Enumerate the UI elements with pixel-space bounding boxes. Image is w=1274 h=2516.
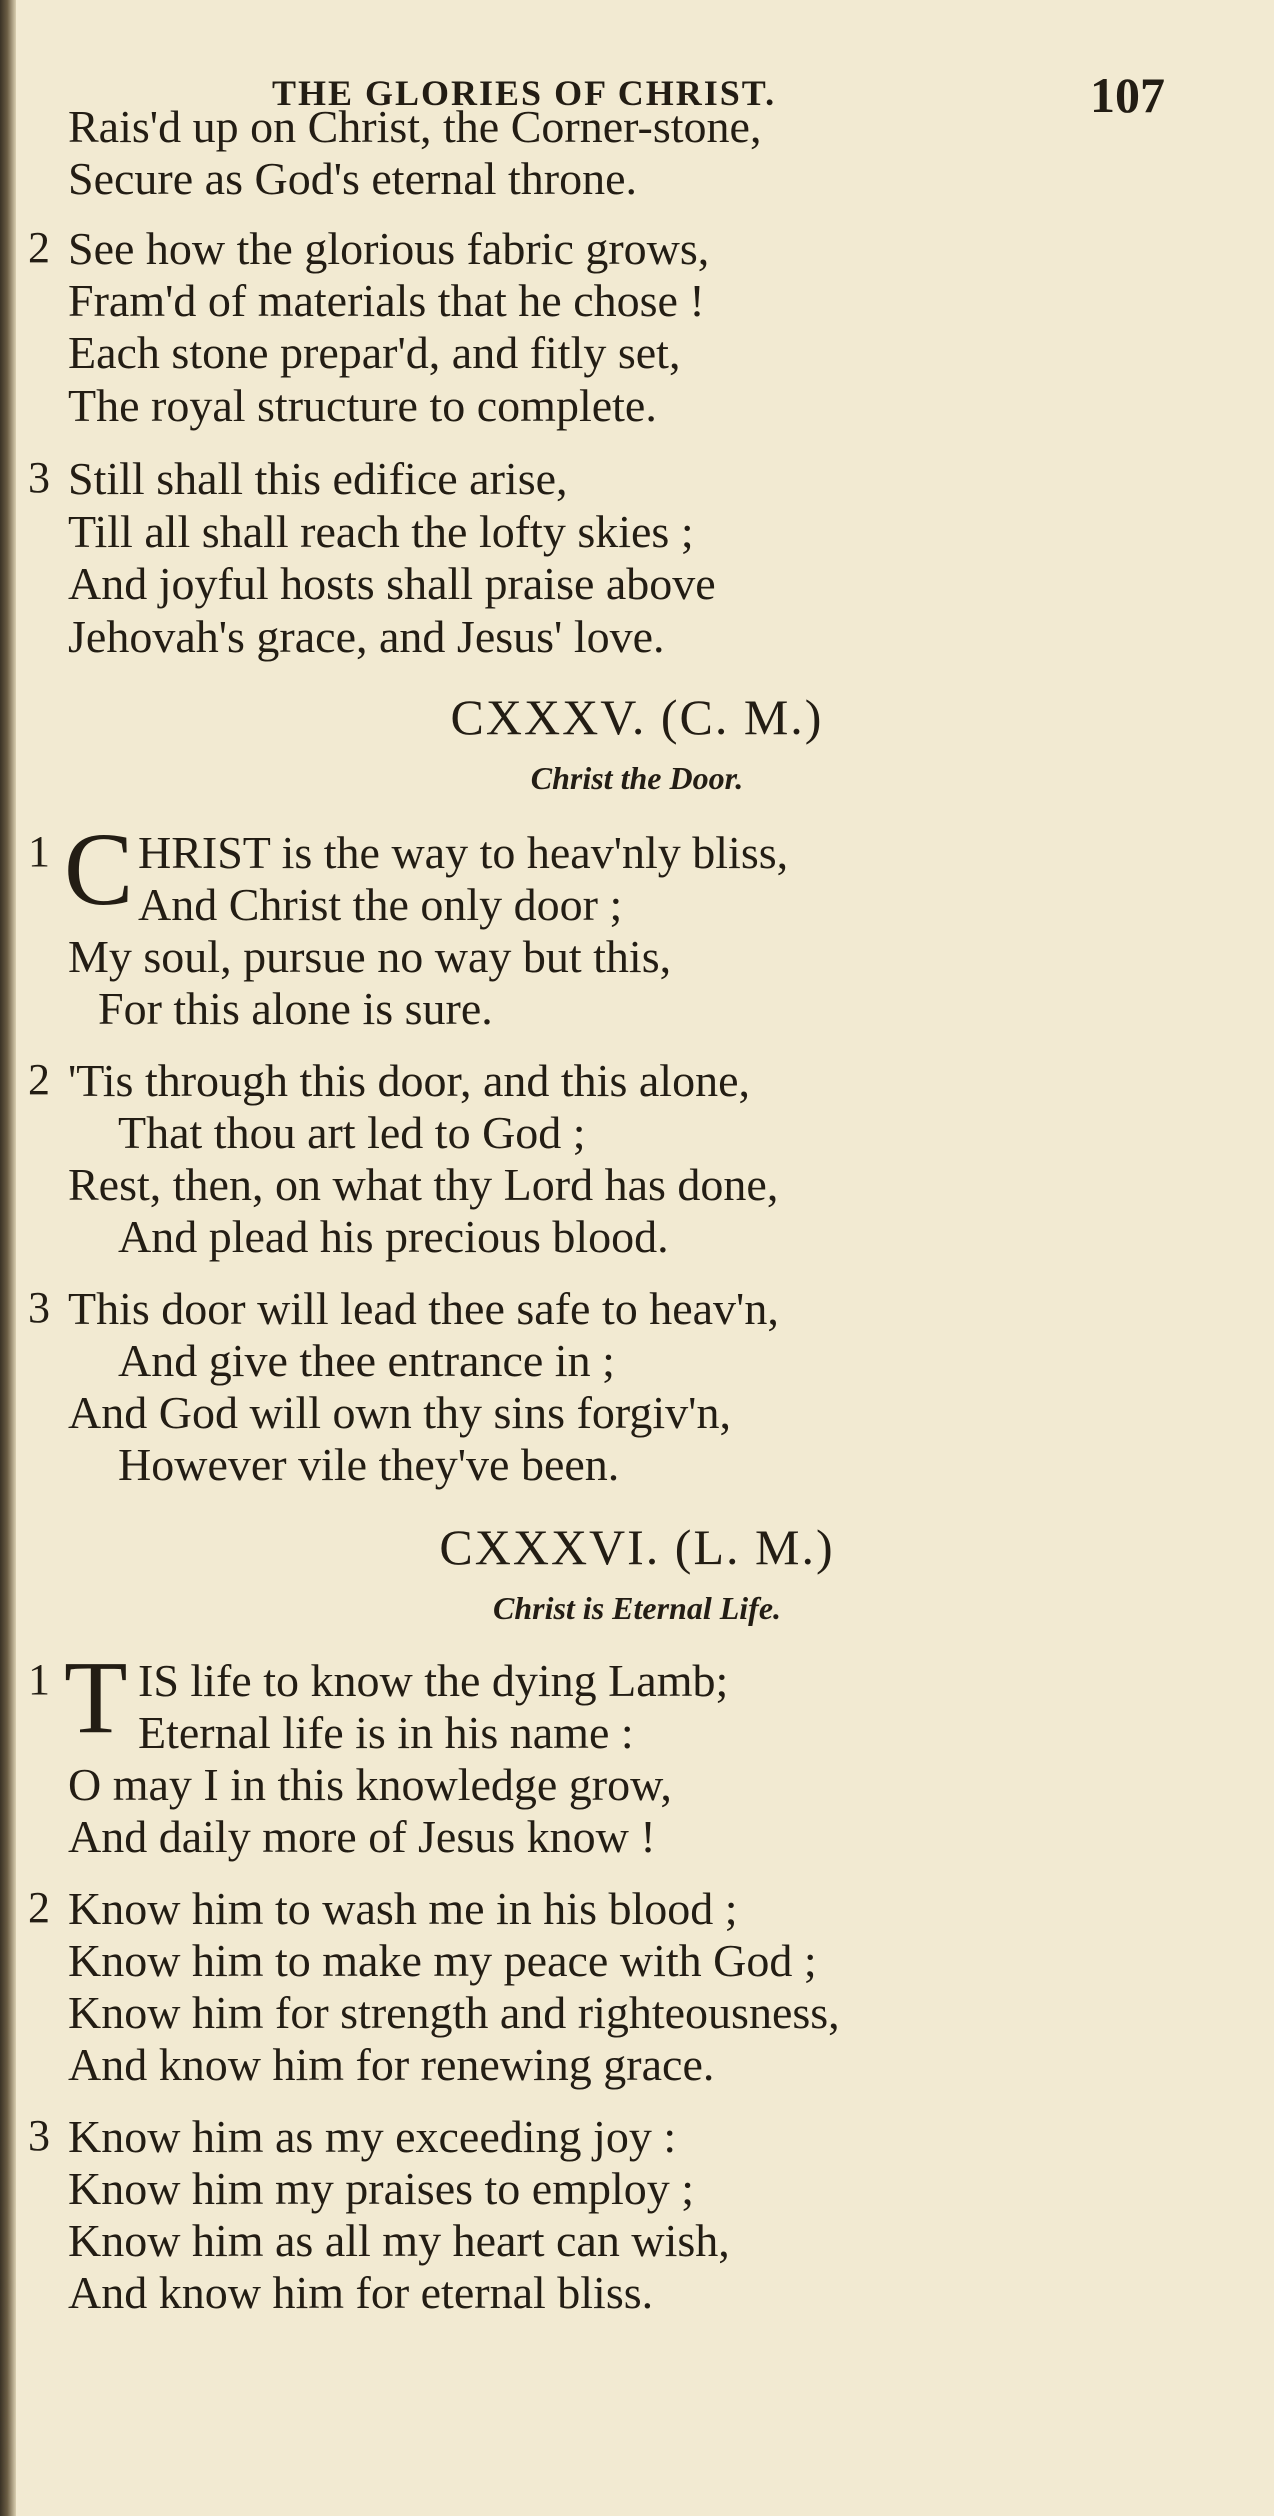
verse-line: Know him my praises to employ ; xyxy=(68,2163,695,2214)
verse-line: Know him to wash me in his blood ; xyxy=(68,1883,738,1934)
verse-line: And know him for eternal bliss. xyxy=(68,2267,654,2318)
verse-number: 1 xyxy=(28,827,50,876)
verse-line: That thou art led to God ; xyxy=(118,1107,586,1158)
verse-line: Secure as God's eternal throne. xyxy=(68,153,638,204)
verse-line: Rais'd up on Christ, the Corner-stone, xyxy=(68,101,762,152)
drop-cap: T xyxy=(64,1640,128,1755)
verse-line: And Christ the only door ; xyxy=(138,879,623,930)
verse-line: And give thee entrance in ; xyxy=(118,1335,615,1386)
verse-line: The royal structure to complete. xyxy=(68,380,657,431)
verse-line: Know him as my exceeding joy : xyxy=(68,2111,677,2162)
verse-line: My soul, pursue no way but this, xyxy=(68,931,672,982)
verse-number: 3 xyxy=(28,2111,50,2160)
verse-number: 3 xyxy=(28,1283,50,1332)
verse-line: See how the glorious fabric grows, xyxy=(68,223,710,274)
verse-number: 3 xyxy=(28,453,50,502)
verse-number: 2 xyxy=(28,223,50,272)
verse-line: Rest, then, on what thy Lord has done, xyxy=(68,1159,779,1210)
verse-line: Eternal life is in his name : xyxy=(138,1707,634,1758)
verse-line: And joyful hosts shall praise above xyxy=(68,558,716,609)
hymn-subtitle: Christ is Eternal Life. xyxy=(492,1590,782,1626)
running-head-title: THE GLORIES OF CHRIST. xyxy=(272,73,777,113)
verse-line: Each stone prepar'd, and fitly set, xyxy=(68,327,681,378)
hymn-subtitle: Christ the Door. xyxy=(530,760,744,796)
hymn-heading: CXXXV. (C. M.) xyxy=(450,689,824,745)
drop-cap: C xyxy=(64,812,134,927)
verse-line: Know him for strength and righteousness, xyxy=(68,1987,840,2038)
verse-number: 1 xyxy=(28,1655,50,1704)
verse-line: And God will own thy sins forgiv'n, xyxy=(68,1387,731,1438)
verse-line: Jehovah's grace, and Jesus' love. xyxy=(68,611,665,662)
verse-line: And daily more of Jesus know ! xyxy=(68,1811,656,1862)
verse-line: HRIST is the way to heav'nly bliss, xyxy=(138,827,789,878)
verse-line: This door will lead thee safe to heav'n, xyxy=(68,1283,779,1334)
verse-line: O may I in this knowledge grow, xyxy=(68,1759,672,1810)
verse-line: 'Tis through this door, and this alone, xyxy=(68,1055,750,1106)
verse-line: Fram'd of materials that he chose ! xyxy=(68,275,705,326)
verse-line: Know him as all my heart can wish, xyxy=(68,2215,730,2266)
hymn-heading: CXXXVI. (L. M.) xyxy=(439,1519,835,1575)
verse-number: 2 xyxy=(28,1055,50,1104)
verse-line: For this alone is sure. xyxy=(98,983,493,1034)
page-number: 107 xyxy=(1090,67,1165,123)
verse-line: And plead his precious blood. xyxy=(118,1211,669,1262)
verse-line: Still shall this edifice arise, xyxy=(68,453,568,504)
verse-line: And know him for renewing grace. xyxy=(68,2039,715,2090)
verse-number: 2 xyxy=(28,1883,50,1932)
verse-line: Till all shall reach the lofty skies ; xyxy=(68,506,694,557)
verse-line: Know him to make my peace with God ; xyxy=(68,1935,817,1986)
verse-line: IS life to know the dying Lamb; xyxy=(138,1655,729,1706)
verse-line: However vile they've been. xyxy=(118,1439,620,1490)
